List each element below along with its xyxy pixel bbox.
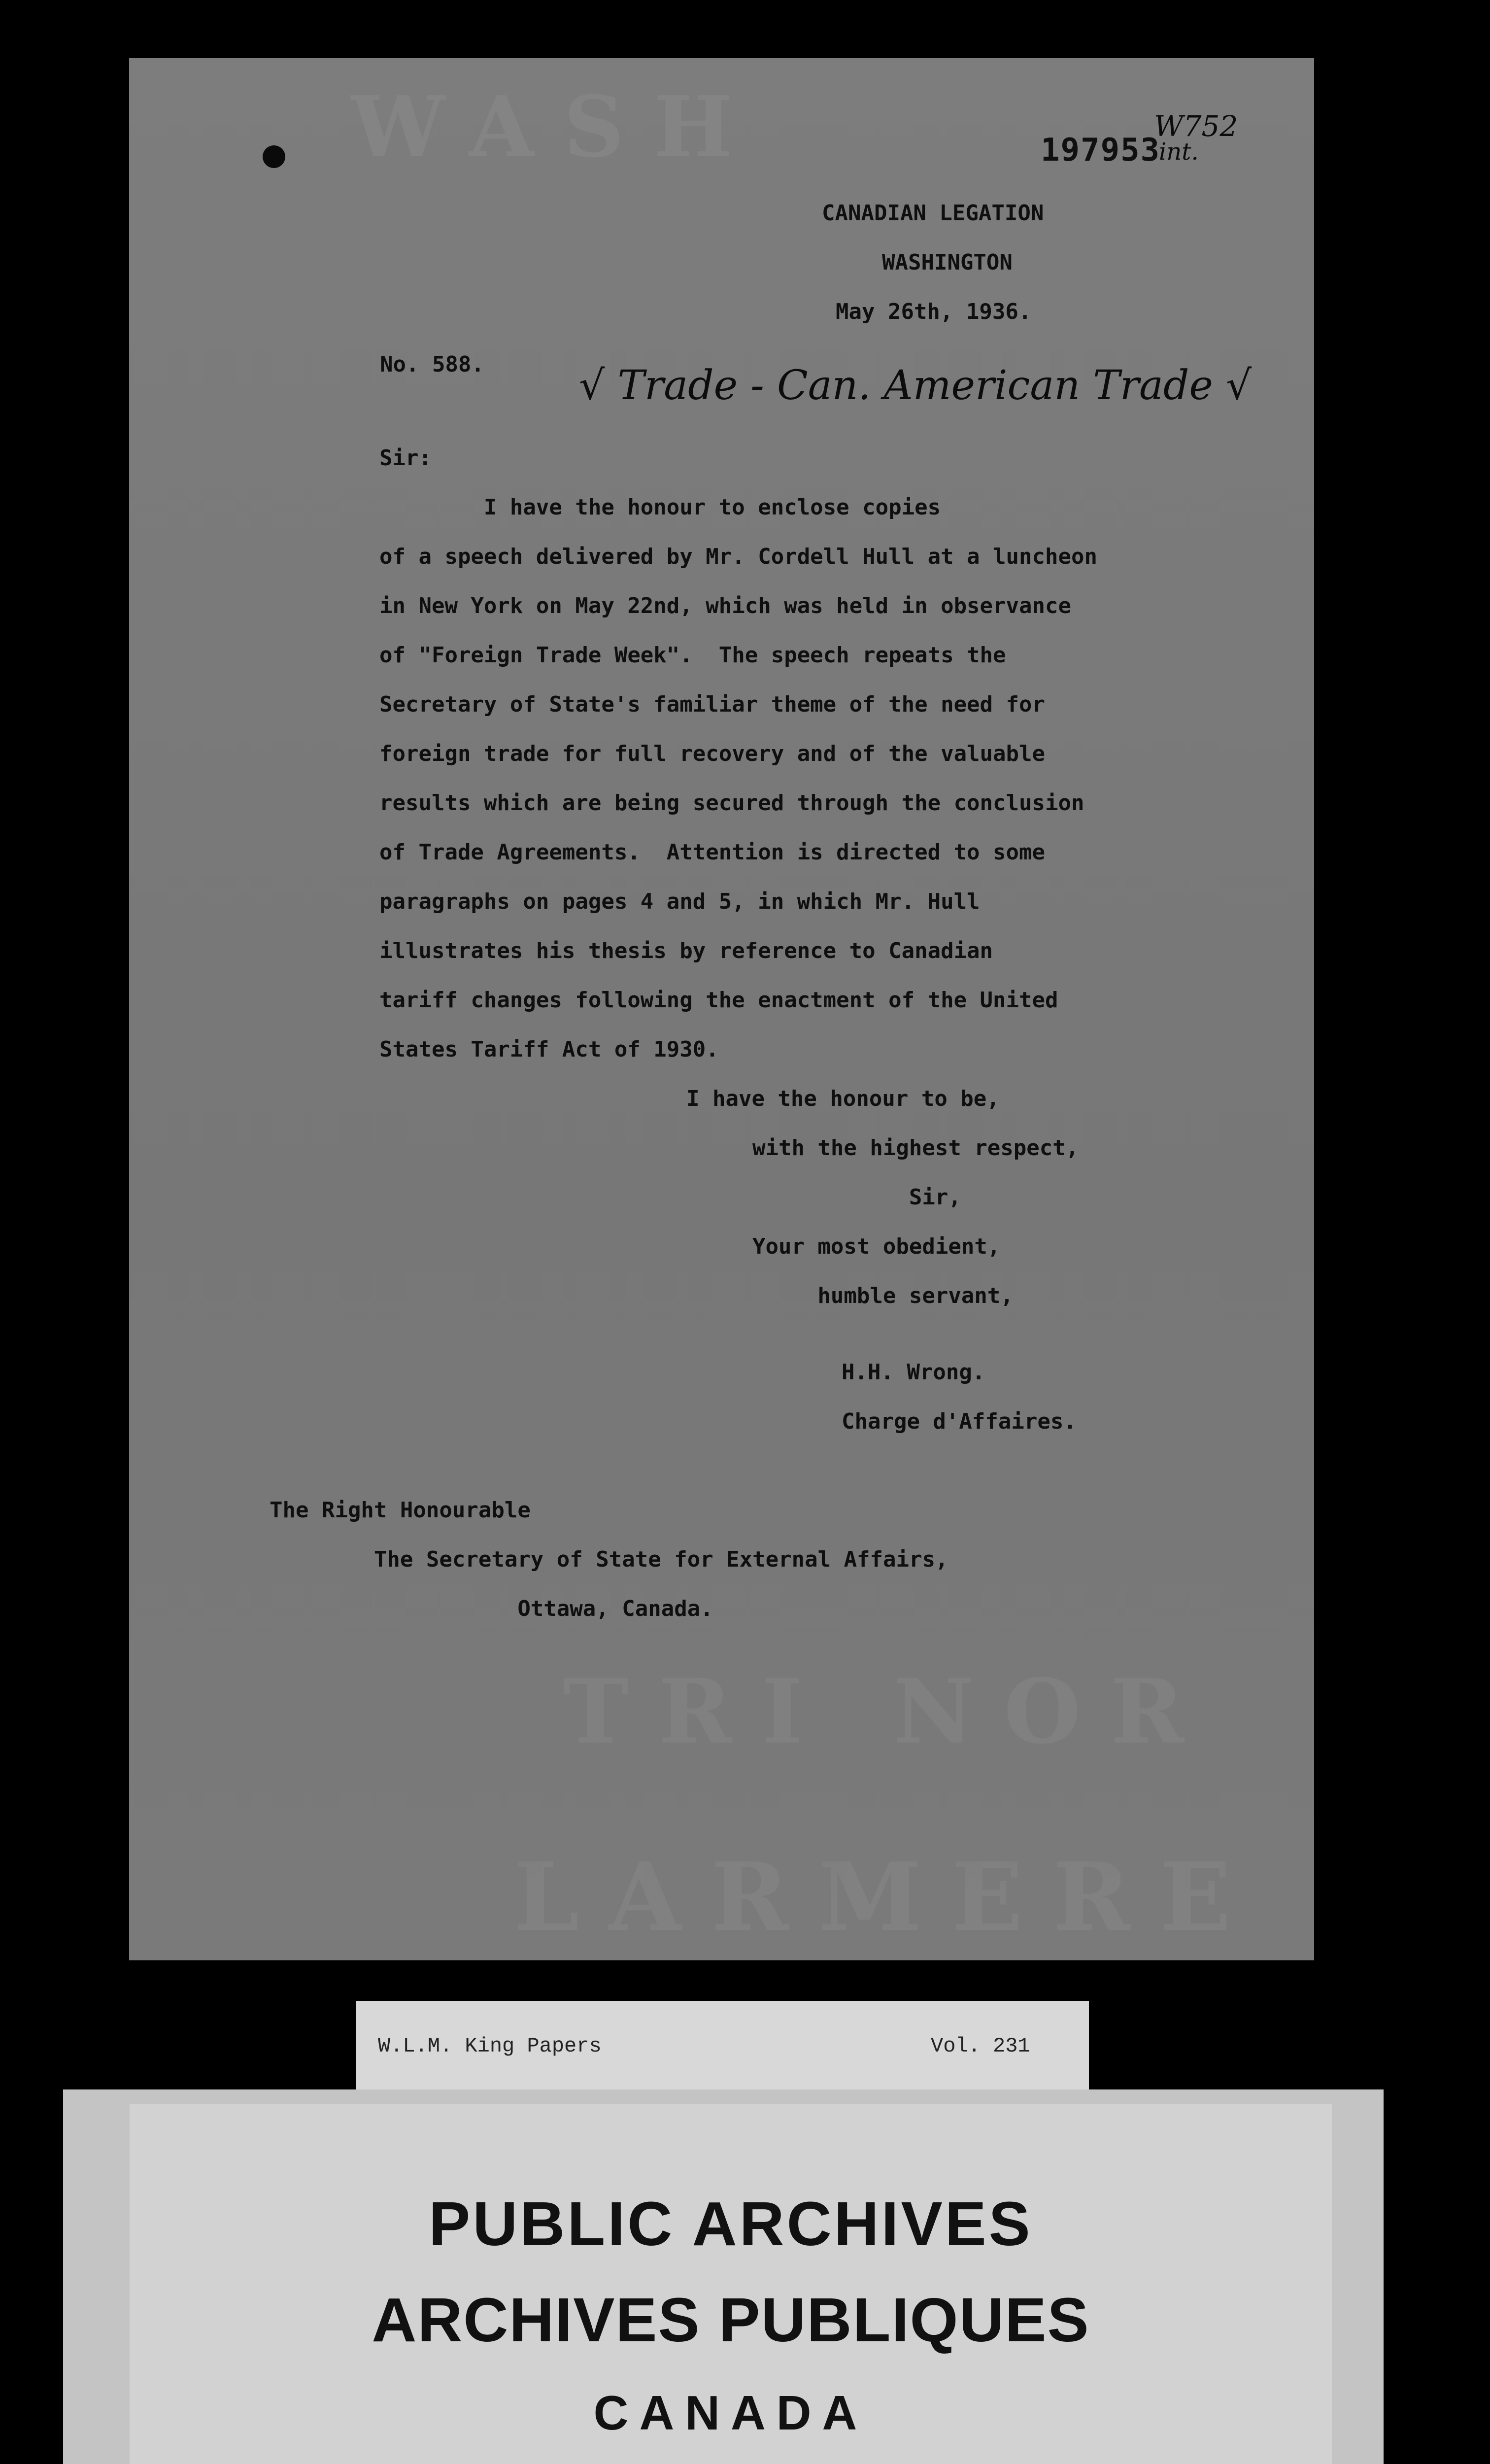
watermark: TRI NOR xyxy=(563,1660,1214,1764)
body-line: States Tariff Act of 1930. xyxy=(379,1037,719,1062)
address-line: Ottawa, Canada. xyxy=(270,1596,713,1621)
closing-line: Your most obedient, xyxy=(726,1234,1001,1259)
address-line: The Secretary of State for External Affairs, xyxy=(270,1547,948,1572)
closing-line: humble servant, xyxy=(726,1283,1014,1308)
handwritten-reference-suffix: int. xyxy=(1159,138,1199,166)
watermark: WASH xyxy=(351,78,763,176)
reference-number: No. 588. xyxy=(380,352,484,377)
body-line: of a speech delivered by Mr. Cordell Hull at a luncheon xyxy=(379,544,1097,569)
body-line: paragraphs on pages 4 and 5, in which Mr. Hull xyxy=(379,889,980,914)
volume-number: Vol. 231 xyxy=(931,2034,1030,2058)
closing-line: I have the honour to be, xyxy=(686,1086,1000,1111)
body-line: foreign trade for full recovery and of the valuable xyxy=(379,741,1046,766)
archive-label-line: ARCHIVES PUBLIQUES xyxy=(372,2285,1090,2355)
body-line: of "Foreign Trade Week". The speech repeats the xyxy=(379,643,1006,668)
handwritten-subject: √ Trade - Can. American Trade √ xyxy=(579,362,1252,409)
punch-hole xyxy=(263,145,285,168)
body-line: in New York on May 22nd, which was held in observance xyxy=(379,593,1071,618)
archive-label-line: PUBLIC ARCHIVES xyxy=(429,2189,1033,2259)
letter-date: May 26th, 1936. xyxy=(836,299,1032,324)
signature-name: H.H. Wrong. xyxy=(842,1360,985,1385)
archive-label xyxy=(63,2089,1384,2464)
letterhead-city: WASHINGTON xyxy=(882,250,1013,275)
body-line: I have the honour to enclose copies xyxy=(379,495,941,520)
archive-label-panel xyxy=(130,2104,1332,2464)
closing-line: with the highest respect, xyxy=(726,1135,1079,1161)
body-line: tariff changes following the enactment of the United xyxy=(379,988,1058,1013)
signature-title: Charge d'Affaires. xyxy=(842,1409,1077,1434)
body-line: of Trade Agreements. Attention is directed to some xyxy=(379,840,1046,865)
body-line: illustrates his thesis by reference to Canadian xyxy=(379,938,993,963)
address-line: The Right Honourable xyxy=(270,1498,531,1523)
handwritten-reference: W752 xyxy=(1154,109,1238,143)
letterhead-org: CANADIAN LEGATION xyxy=(822,201,1044,226)
index-card xyxy=(356,2001,1089,2089)
archive-label-country: CANADA xyxy=(593,2386,868,2440)
body-line: results which are being secured through the conclusion xyxy=(379,790,1084,816)
collection-name: W.L.M. King Papers xyxy=(378,2034,602,2058)
watermark: LARMERE xyxy=(513,1842,1261,1952)
archive-stamp-number: 197953 xyxy=(1041,132,1161,169)
salutation: Sir: xyxy=(379,445,432,471)
closing-line: Sir, xyxy=(726,1185,961,1210)
body-line: Secretary of State's familiar theme of the need for xyxy=(379,692,1046,717)
